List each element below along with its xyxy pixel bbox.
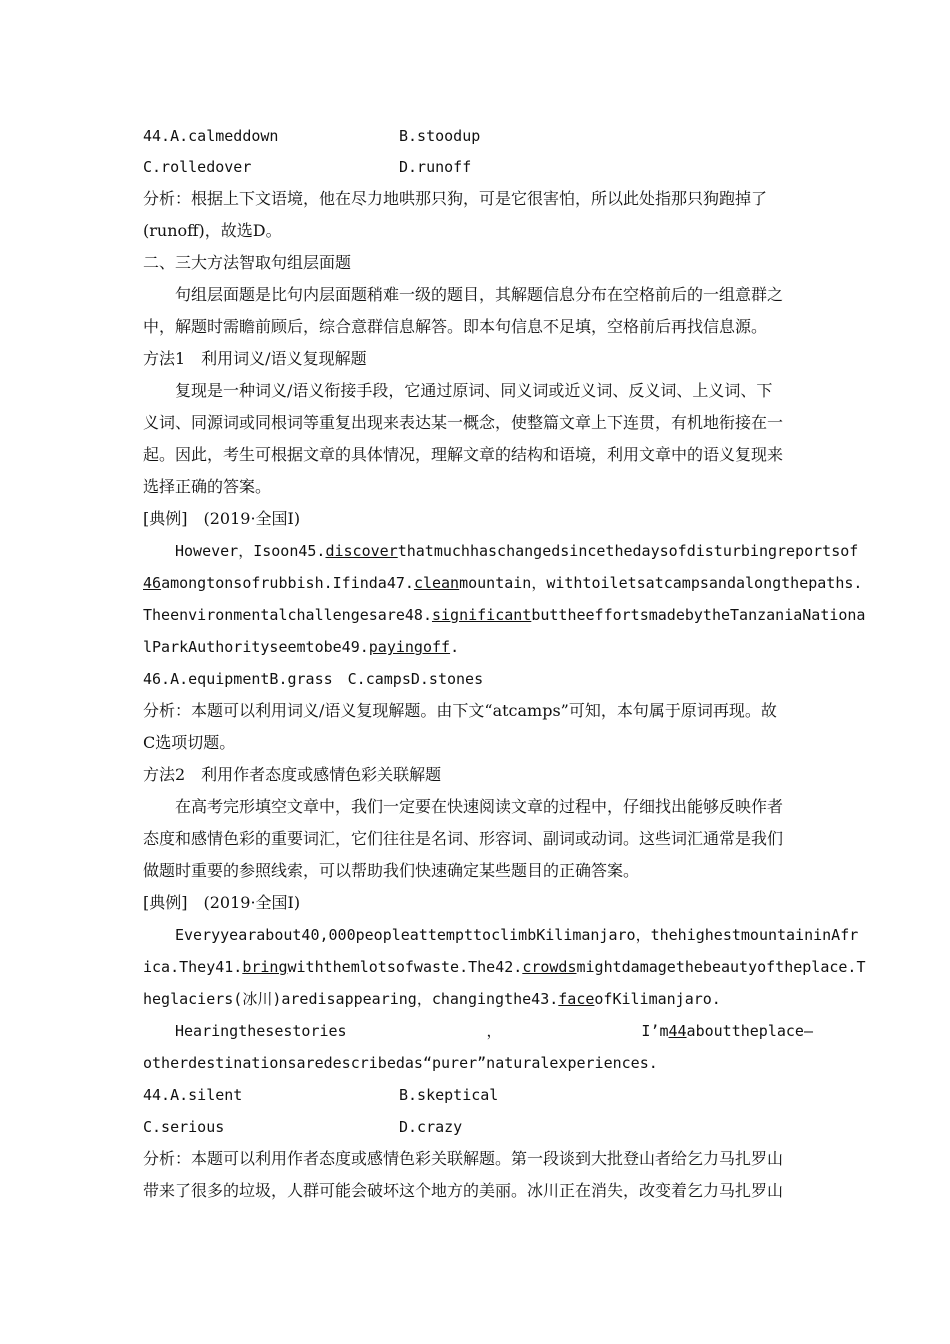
method-1-paragraph-line: 复现是一种词义/语义衔接手段，它通过原词、同义词或近义词、反义词、上义词、下: [175, 381, 773, 400]
intro-paragraph-line: 中，解题时需瞻前顾后，综合意群信息解答。即本句信息不足填，空格前后再找信息源。: [143, 317, 768, 336]
analysis-line: 分析：本题可以利用作者态度或感情色彩关联解题。第一段谈到大批登山者给乞力马扎罗山: [143, 1149, 784, 1168]
blank-answer: crowds: [522, 958, 577, 976]
method-1-paragraph-line: 义词、同源词或同根词等重复出现来表达某一概念，使整篇文章上下连贯，有机地衔接在一: [143, 413, 784, 432]
method-2-title: 方法2 利用作者态度或感情色彩关联解题: [143, 765, 442, 784]
method-1-title: 方法1 利用词义/语义复现解题: [143, 349, 367, 368]
method-2-paragraph-line: 做题时重要的参照线索，可以帮助我们快速确定某些题目的正确答案。: [143, 861, 640, 880]
passage-line: Theenvironmentalchallengesare48.significantbuttheeffortsmadebytheTanzaniaNationa: [143, 606, 866, 624]
example-label: [典例] (2019·全国Ⅰ): [143, 893, 301, 912]
option-c: C.rolledover: [143, 158, 252, 176]
analysis-line: 分析：本题可以利用词义/语义复现解题。由下文“atcamps”可知，本句属于原词再现。故: [143, 701, 777, 720]
q44-option-row-1: [143, 1085, 813, 1105]
method-2-paragraph-line: 在高考完形填空文章中，我们一定要在快速阅读文章的过程中，仔细找出能够反映作者: [175, 797, 784, 816]
option-c: C.serious: [143, 1118, 225, 1136]
option-d: D.runoff: [399, 158, 472, 176]
analysis-line: 带来了很多的垃圾，人群可能会破坏这个地方的美丽。冰川正在消失，改变着乞力马扎罗山: [143, 1181, 784, 1200]
blank-answer: face: [558, 990, 595, 1008]
passage-line: Everyyearabout40,000peopleattempttoclimbKilimanjaro，thehighestmountaininAfr: [175, 926, 859, 944]
section-heading: 二、三大方法智取句组层面题: [143, 253, 352, 272]
passage-line: otherdestinationsaredescribedas“purer”naturalexperiences.: [143, 1054, 658, 1072]
option-a: 44.A.silent: [143, 1086, 243, 1104]
blank-answer: discover: [325, 542, 398, 560]
q44-option-row-2: [143, 157, 813, 177]
analysis-line: (runoff)，故选D。: [143, 221, 282, 240]
blank-answer: payingoff: [368, 638, 451, 656]
passage-line: However，Isoon45.discoverthatmuchhaschangedsincethedaysofdisturbingreportsof: [175, 542, 859, 560]
passage-line: lParkAuthorityseemtobe49.payingoff.: [143, 638, 460, 656]
q44-option-row-2: [143, 1117, 813, 1137]
blank-answer: clean: [413, 574, 460, 592]
method-2-paragraph-line: 态度和感情色彩的重要词汇，它们往往是名词、形容词、副词或动词。这些词汇通常是我们: [143, 829, 784, 848]
method-1-paragraph-line: 起。因此，考生可根据文章的具体情况，理解文章的结构和语境，利用文章中的语义复现来: [143, 445, 784, 464]
analysis-line: 分析：根据上下文语境，他在尽力地哄那只狗，可是它很害怕，所以此处指那只狗跑掉了: [143, 189, 768, 208]
intro-paragraph-line: 句组层面题是比句内层面题稍难一级的题目，其解题信息分布在空格前后的一组意群之: [175, 285, 784, 304]
option-d: D.crazy: [399, 1118, 463, 1136]
blank-answer: 44: [668, 1022, 687, 1040]
blank-answer: 46: [143, 574, 162, 592]
example-label: [典例] (2019·全国Ⅰ): [143, 509, 301, 528]
passage-line: 46amongtonsofrubbish.Ifinda47.cleanmountain，withtoiletsatcampsandalongthepaths.: [143, 574, 863, 592]
option-b: B.stoodup: [399, 127, 481, 145]
option-a: 44.A.calmeddown: [143, 127, 279, 145]
blank-answer: significant: [431, 606, 532, 624]
option-b: B.skeptical: [399, 1086, 499, 1104]
q44-option-row-1: [143, 126, 813, 146]
analysis-line: C选项切题。: [143, 733, 236, 752]
method-1-paragraph-line: 选择正确的答案。: [143, 477, 272, 496]
passage-line: ica.They41.bringwiththemlotsofwaste.The42.crowdsmightdamagethebeautyoftheplace.T: [143, 958, 866, 976]
q46-options: 46.A.equipmentB.grass C.campsD.stones: [143, 670, 484, 688]
passage-line: Hearingthesestories ， I’m44abouttheplace—: [175, 1022, 813, 1040]
blank-answer: bring: [242, 958, 288, 976]
passage-line: heglaciers(冰川)aredisappearing，changingthe43.faceofKilimanjaro.: [143, 990, 721, 1008]
